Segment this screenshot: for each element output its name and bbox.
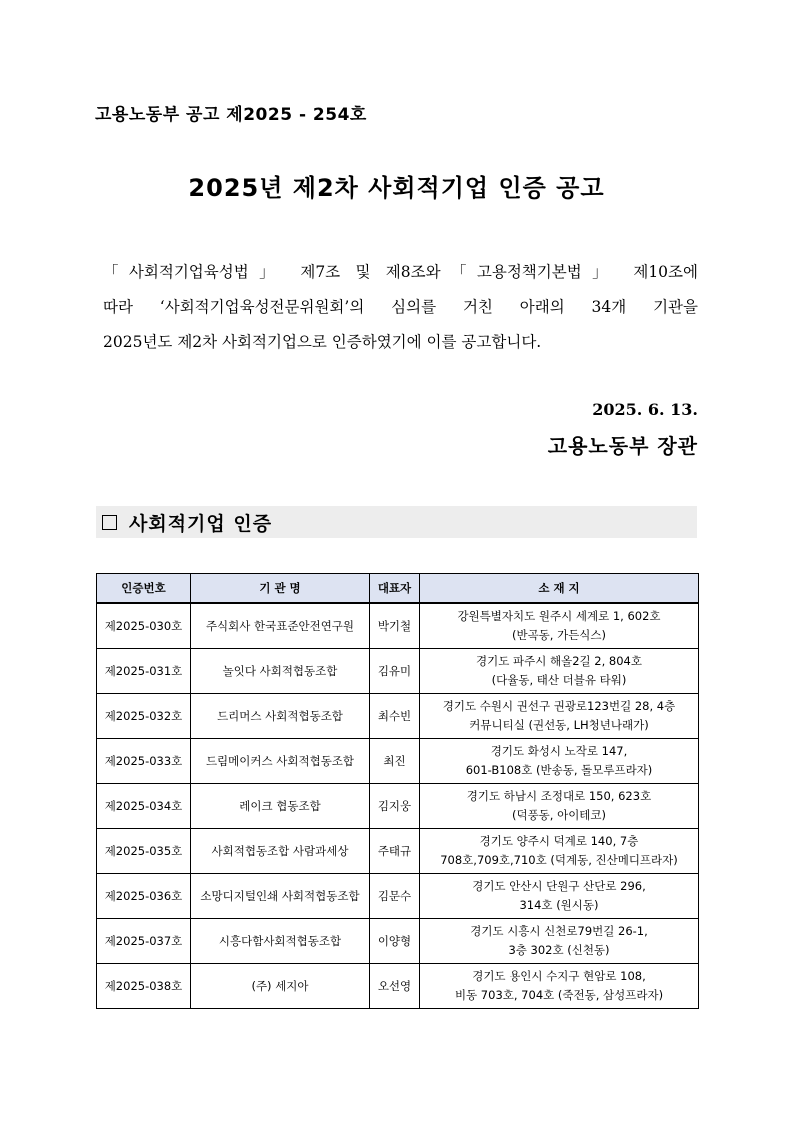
cert-number: 제2025-032호 [97,694,191,739]
cert-number: 제2025-036호 [97,874,191,919]
org-name: 사회적협동조합 사람과세상 [191,829,370,874]
col-header-location: 소 재 지 [420,574,699,604]
location-line-1: 경기도 안산시 단원구 산단로 296, [472,879,646,893]
cert-number: 제2025-030호 [97,603,191,649]
location [420,694,699,739]
table-row [97,739,699,784]
location [420,829,699,874]
location-line-2: 314호 (원시동) [519,898,599,912]
location-line-2: 비동 703호, 704호 (죽전동, 삼성프라자) [454,988,664,1002]
org-name: 소망디지털인쇄 사회적협동조합 [191,874,370,919]
cert-number: 제2025-038호 [97,964,191,1009]
representative: 이양형 [370,919,420,964]
body-line-2: 따라 ‘사회적기업육성전문위원회’의 심의를 거친 아래의 34개 기관을 [103,298,698,316]
page-title: 2025년 제2차 사회적기업 인증 공고 [188,174,605,202]
location-line-1: 경기도 하남시 조정대로 150, 623호 [466,789,652,803]
representative: 최수빈 [370,694,420,739]
location [420,603,699,649]
notice-date: 2025. 6. 13. [592,400,698,419]
location-line-2: 3층 302호 (신천동) [508,943,610,957]
representative: 최진 [370,739,420,784]
location-line-2: 708호,709호,710호 (덕계동, 진산메디프라자) [440,853,678,867]
location [420,784,699,829]
location-line-2: (반곡동, 가든식스) [511,628,607,642]
table-row [97,694,699,739]
table-row [97,964,699,1009]
org-name: 놀잇다 사회적협동조합 [191,649,370,694]
checkbox-square-icon [102,515,117,530]
representative: 김문수 [370,874,420,919]
location-line-1: 경기도 시흥시 신천로79번길 26-1, [470,924,648,938]
location-line-1: 경기도 화성시 노작로 147, [490,744,628,758]
location-line-1: 경기도 용인시 수지구 현암로 108, [472,969,646,983]
location-line-2: 커뮤니티실 (권선동, LH청년나래가) [469,718,649,732]
cert-number: 제2025-037호 [97,919,191,964]
location [420,874,699,919]
col-header-rep: 대표자 [370,574,420,604]
certification-table [96,573,699,1009]
location-line-1: 강원특별자치도 원주시 세계로 1, 602호 [457,609,661,623]
location-line-1: 경기도 양주시 덕계로 140, 7층 [479,834,639,848]
location-line-2: 601-B108호 (반송동, 돌모루프라자) [465,763,653,777]
location-line-1: 경기도 수원시 권선구 권광로123번길 28, 4층 [442,699,676,713]
org-name: 주식회사 한국표준안전연구원 [191,603,370,649]
org-name: 드림메이커스 사회적협동조합 [191,739,370,784]
table-row [97,649,699,694]
location [420,649,699,694]
representative: 박기철 [370,603,420,649]
col-header-number: 인증번호 [97,574,191,604]
section-header [96,506,697,538]
org-name: 드리머스 사회적협동조합 [191,694,370,739]
notice-body [103,255,698,360]
table-row [97,784,699,829]
representative: 김유미 [370,649,420,694]
col-header-org: 기 관 명 [191,574,370,604]
location [420,919,699,964]
body-line-1: 「사회적기업육성법」 제7조 및 제8조와「고용정책기본법」 제10조에 [103,263,698,281]
org-name: 시흥다함사회적협동조합 [191,919,370,964]
table-header-row [97,574,699,604]
org-name: 레이크 협동조합 [191,784,370,829]
representative: 주태규 [370,829,420,874]
org-name: (주) 세지아 [191,964,370,1009]
table-row [97,919,699,964]
table-row [97,829,699,874]
location-line-2: (덕풍동, 아이테코) [511,808,607,822]
notice-number: 고용노동부 공고 제2025 - 254호 [95,105,367,125]
location-line-2: (다율동, 태산 더블유 타워) [491,673,627,687]
cert-number: 제2025-033호 [97,739,191,784]
representative: 김지웅 [370,784,420,829]
location [420,739,699,784]
table-row [97,874,699,919]
cert-number: 제2025-031호 [97,649,191,694]
body-line-3: 2025년도 제2차 사회적기업으로 인증하였기에 이를 공고합니다. [103,333,542,351]
location-line-1: 경기도 파주시 해올2길 2, 804호 [476,654,642,668]
table-row [97,603,699,649]
cert-number: 제2025-035호 [97,829,191,874]
section-title: 사회적기업 인증 [129,512,273,535]
location [420,964,699,1009]
representative: 오선영 [370,964,420,1009]
issuer: 고용노동부 장관 [547,434,698,458]
cert-number: 제2025-034호 [97,784,191,829]
